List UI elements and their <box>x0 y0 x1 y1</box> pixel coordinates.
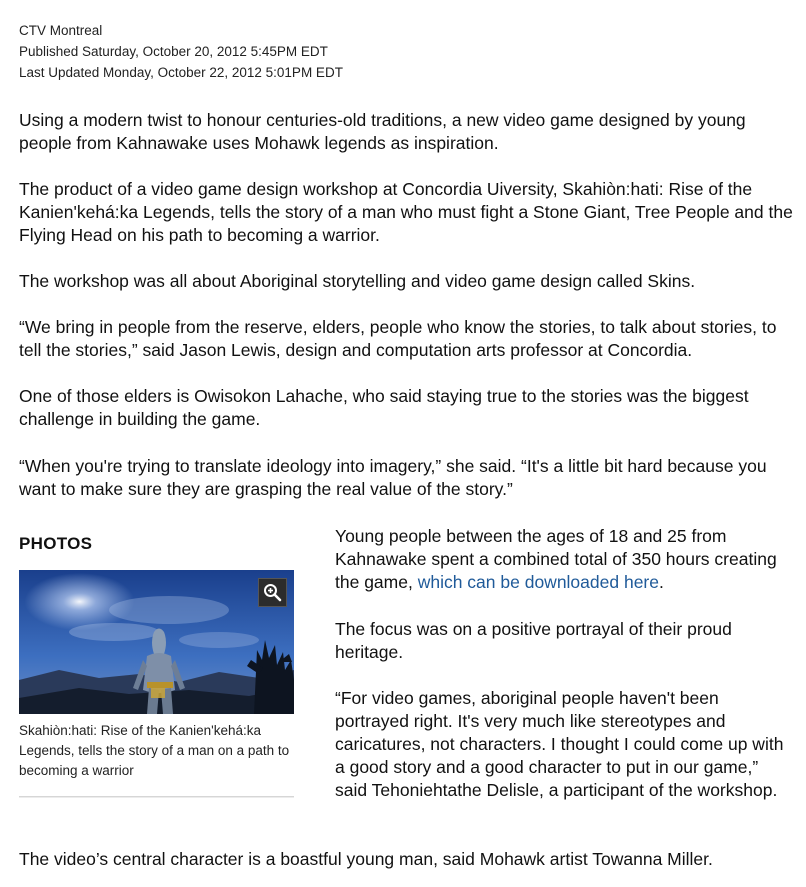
magnifier-plus-icon <box>263 583 282 602</box>
byline-updated: Last Updated Monday, October 22, 2012 5:01PM EDT <box>19 65 343 80</box>
article-paragraph-8: The focus was on a positive portrayal of their proud heritage. <box>335 619 732 662</box>
article-paragraph-3: The workshop was all about Aboriginal storytelling and video game design called Skins. <box>19 271 696 291</box>
photos-heading: PHOTOS <box>19 534 93 553</box>
byline-published: Published Saturday, October 20, 2012 5:45PM EDT <box>19 44 328 59</box>
zoom-photo-button[interactable] <box>258 578 287 607</box>
paragraph-7-period: . <box>659 572 664 592</box>
article-paragraph-1: Using a modern twist to honour centuries-old traditions, a new video game designed by young people from Kahnawake uses Mohawk legends as inspiration. <box>19 110 746 153</box>
photo-thumbnail[interactable] <box>19 570 294 714</box>
article-byline <box>19 20 343 83</box>
article-paragraph-9: “For video games, aboriginal people haven't been portrayed right. It's very much like stereotypes and caricatures, not characters. I thought I could come up with a good story and a good character to put in our game,” said Tehoniehtathe Delisle, a participant of the workshop. <box>335 688 784 800</box>
article-paragraph-7 <box>335 525 795 594</box>
article-paragraph-5: One of those elders is Owisokon Lahache, who said staying true to the stories was the biggest challenge in building the game. <box>19 386 749 429</box>
article-paragraph-6: “When you're trying to translate ideology into imagery,” she said. “It's a little bit hard because you want to make sure they are grasping the real value of the story.” <box>19 456 767 499</box>
photos-sidebar <box>19 533 294 778</box>
photo-caption: Skahiòn:hati: Rise of the Kanien'kehá:ka Legends, tells the story of a man on a path to becoming a warrior <box>19 723 290 778</box>
article-paragraph-2: The product of a video game design workshop at Concordia Uiversity, Skahiòn:hati: Rise of the Kanien'kehá:ka Legends, tells the story of a man who must fight a Stone Giant, Tree People and the Flying Head on his path to becoming a warrior. <box>19 179 793 245</box>
download-game-link[interactable]: which can be downloaded here <box>417 572 659 592</box>
game-scene-illustration <box>19 570 294 714</box>
article-paragraph-4: “We bring in people from the reserve, elders, people who know the stories, to talk about stories, to tell the stories,” said Jason Lewis, design and computation arts professor at Concordia. <box>19 317 777 360</box>
byline-source: CTV Montreal <box>19 23 103 38</box>
article-paragraph-10: The video’s central character is a boastful young man, said Mohawk artist Towanna Miller. <box>19 849 713 869</box>
paragraph-7-text: Young people between the ages of 18 and 25 from Kahnawake spent a combined total of 350 hours creating the game, <box>335 526 777 592</box>
caption-divider <box>19 796 294 798</box>
